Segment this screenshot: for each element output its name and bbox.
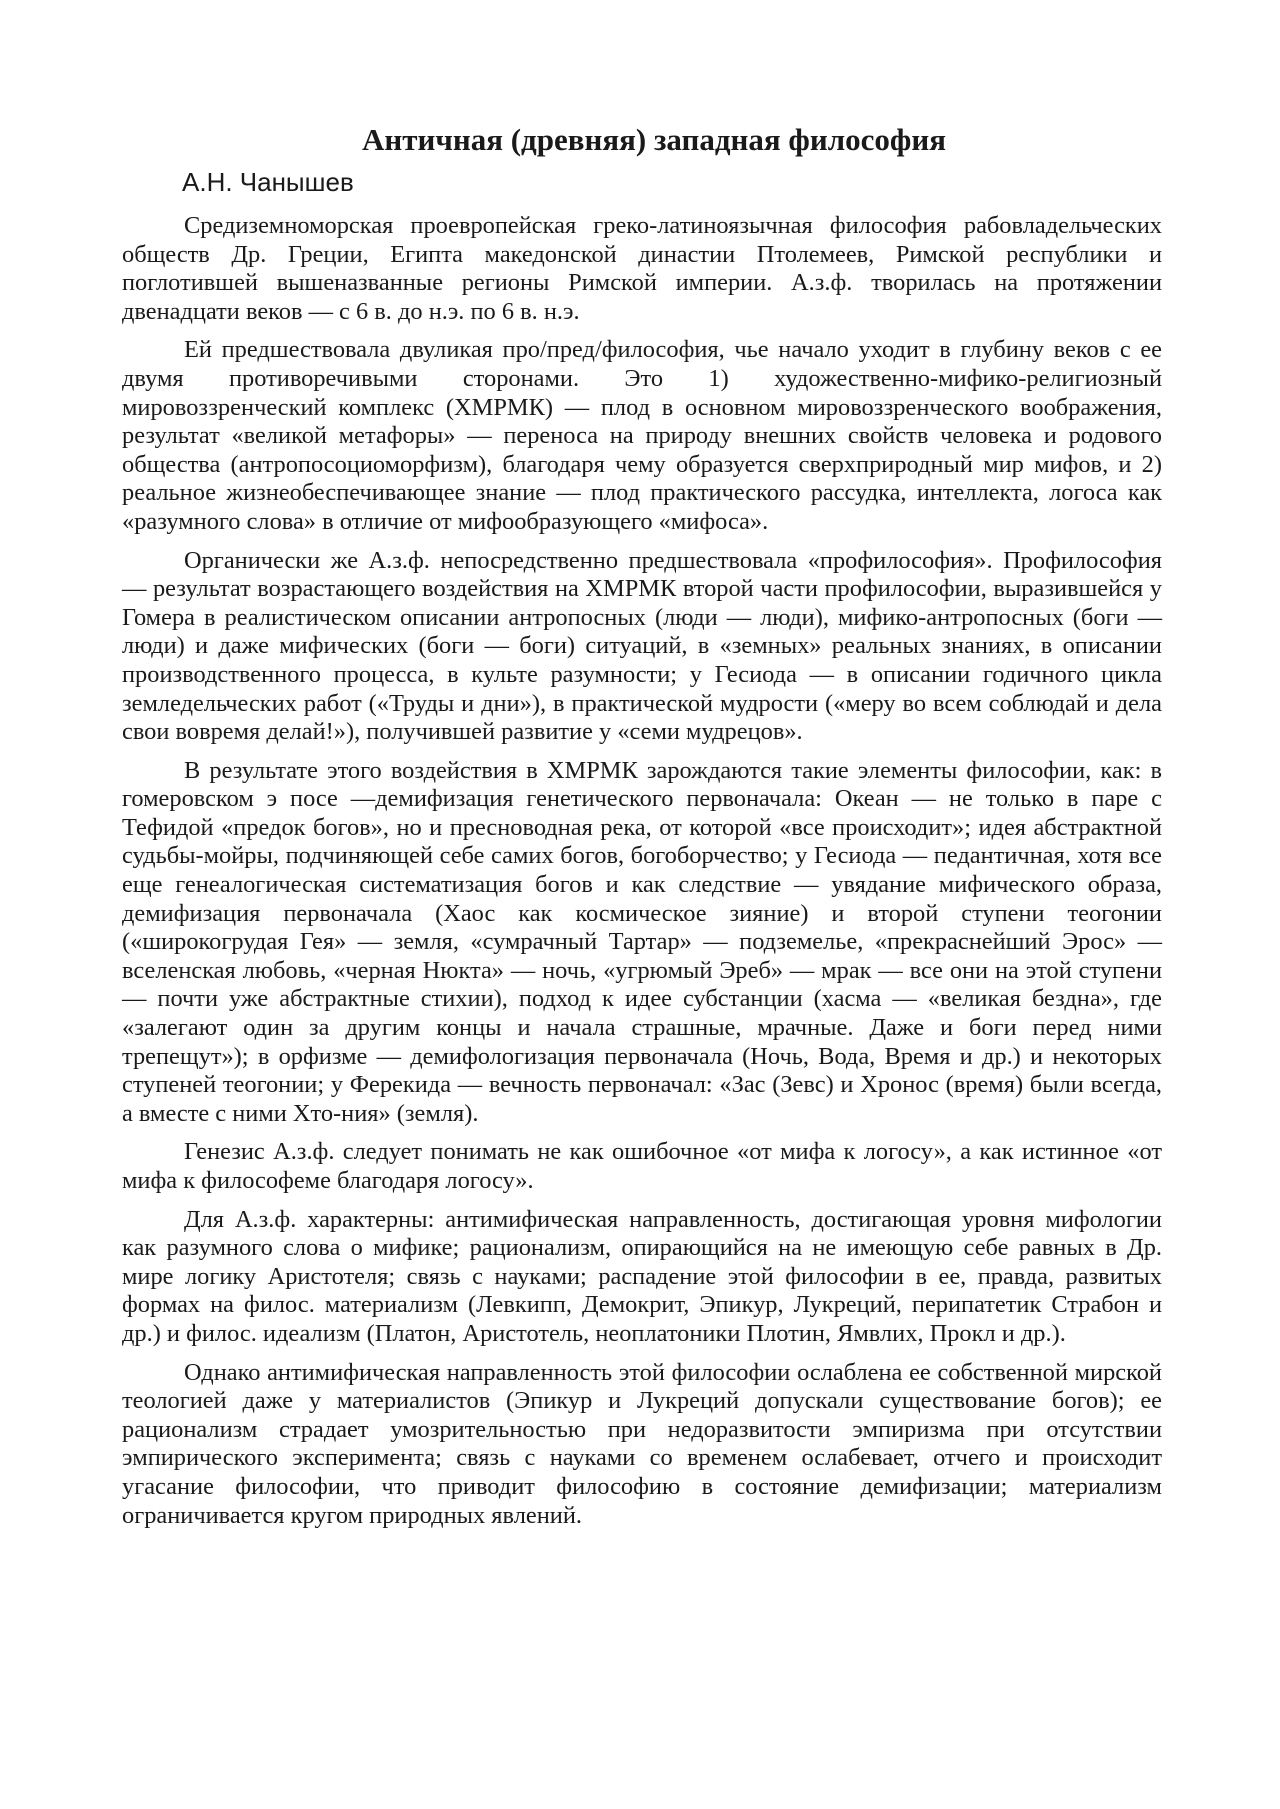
paragraph-6: Для А.з.ф. характерны: антимифическая направленность, достигающая уровня мифологии как разумного слова о мифике; рационализм, опирающийся на не имеющую себе равных в Др. мире логику Аристотеля; связь с науками; распадение этой философии в ее, правда, развитых формах на филос. материализм (Левкипп, Демокрит, Эпикур, Лукреций, перипатетик Страбон и др.) и филос. идеализм (Платон, Аристотель, неоплатоники Плотин, Ямвлих, Прокл и др.). — [122, 1205, 1162, 1347]
author-name: А.Н. Чанышев — [182, 167, 354, 197]
paragraph-5: Генезис А.з.ф. следует понимать не как ошибочное «от мифа к логосу», а как истинное «от мифа к философеме благодаря логосу». — [122, 1138, 1162, 1194]
paragraph-3: Органически же А.з.ф. непосредственно предшествовала «профилософия». Профилософия — результат возрастающего воздействия на ХМРМК второй части профилософии, выразившейся у Гомера в реалистическом описании антропосных (люди — люди), мифико-антропосных (боги — люди) и даже мифических (боги — боги) ситуаций, в «земных» реальных знаниях, в описании производственного процесса, в культе разумности; у Гесиода — в описании годичного цикла земледельческих работ («Труды и дни»), в практической мудрости («меру во всем соблюдай и дела свои вовремя делай!»), получившей развитие у «семи мудрецов». — [122, 546, 1162, 746]
page-title: Античная (древняя) западная философия — [362, 122, 946, 157]
paragraph-2: Ей предшествовала двуликая про/пред/философия, чье начало уходит в глубину веков с ее двумя противоречивыми сторонами. Это 1) художественно-мифико-религиозный мировоззренческий комплекс (ХМРМК) — плод в основном мировоззренческого воображения, результат «великой метафоры» — переноса на природу внешних свойств человека и родового общества (антропосоциоморфизм), благодаря чему образуется сверхприродный мир мифов, и 2) реальное жизнеобеспечивающее знание — плод практического рассудка, интеллекта, логоса как «разумного слова» в отличие от мифообразующего «мифоса». — [122, 336, 1162, 535]
paragraph-7: Однако антимифическая направленность этой философии ослаблена ее собственной мирской теологией даже у материалистов (Эпикур и Лукреций допускали существование богов); ее рационализм страдает умозрительностью при недоразвитости эмпиризма при отсутствии эмпирического эксперимента; связь с науками со временем ослабевает, отчего и происходит угасание философии, что приводит философию в состояние демифизации; материализм ограничивается кругом природных явлений. — [122, 1358, 1162, 1529]
document-body — [122, 120, 1162, 1540]
paragraph-4: В результате этого воздействия в ХМРМК зарождаются такие элементы философии, как: в гомеровском э посе —демифизация генетического первоначала: Океан — не только в паре с Тефидой «предок богов», но и пресноводная река, от которой «все происходит»; идея абстрактной судьбы-мойры, подчиняющей себе самих богов, богоборчество; у Гесиода — педантичная, хотя все еще генеалогическая систематизация богов и как следствие — увядание мифического образа, демифизация первоначала (Хаос как космическое зияние) и второй ступени теогонии («широкогрудая Гея» — земля, «сумрачный Тартар» — подземелье, «прекраснейший Эрос» — вселенская любовь, «черная Нюкта» — ночь, «угрюмый Эреб» — мрак — все они на этой ступени — почти уже абстрактные стихии), подход к идее субстанции (хасма — «великая бездна», где «залегают один за другим концы и начала страшные, мрачные. Даже и боги перед ними трепещут»); в орфизме — демифологизация первоначала (Ночь, Вода, Время и др.) и некоторых ступеней теогонии; у Ферекида — вечность первоначал: «Зас (Зевс) и Хронос (время) были всегда, а вместе с ними Хто-ния» (земля). — [122, 756, 1162, 1127]
paragraph-1: Средиземноморская проевропейская греко-латиноязычная философия рабовладельческих обществ Др. Греции, Египта македонской династии Птолемеев, Римской республики и поглотившей вышеназванные регионы Римской империи. А.з.ф. творилась на протяжении двенадцати веков — с 6 в. до н.э. по 6 в. н.э. — [122, 212, 1162, 325]
